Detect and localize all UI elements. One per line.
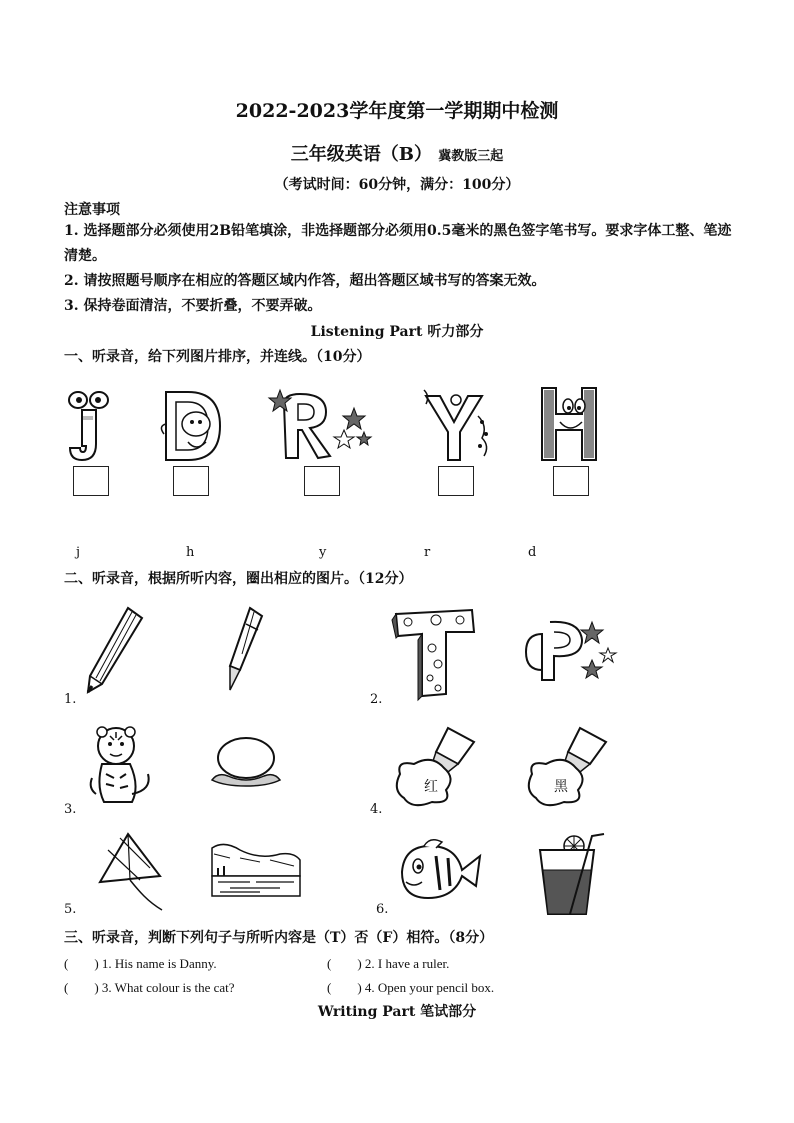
letter-d-picture — [162, 386, 224, 464]
lake-picture[interactable] — [210, 838, 302, 900]
section3-heading: 三、听录音，判断下列句子与所听内容是（T）否（F）相符。（8分） — [64, 930, 494, 946]
order-box-1[interactable] — [73, 466, 109, 496]
letter-option-h[interactable]: h — [186, 545, 195, 560]
pen-picture[interactable] — [216, 604, 268, 696]
tf-question-2: 2. I have a ruler. — [364, 956, 450, 971]
letter-j-picture — [66, 386, 114, 464]
tf-answer-paren-1[interactable]: ( ) — [64, 956, 99, 971]
page-subtitle — [0, 140, 794, 166]
page-title: 2022-2023学年度第一学期期中检测 — [235, 100, 559, 122]
tf-item-1 — [64, 953, 217, 972]
tf-answer-paren-4[interactable]: ( ) — [327, 980, 362, 995]
subject-title: 三年级英语（B） — [290, 144, 432, 165]
letter-p-picture[interactable] — [520, 614, 618, 684]
writing-part-heading: Writing Part 笔试部分 — [317, 1004, 477, 1020]
letter-option-j[interactable]: j — [76, 545, 81, 560]
notes-heading: 注意事项 — [64, 202, 120, 218]
tf-item-4 — [327, 977, 494, 996]
item-number-5: 5. — [64, 902, 77, 917]
order-box-4[interactable] — [438, 466, 474, 496]
section2-heading: 二、听录音，根据所听内容，圈出相应的图片。（12分） — [64, 571, 413, 587]
letter-r-picture — [270, 386, 374, 464]
pencil-picture[interactable] — [84, 604, 146, 696]
tf-item-2 — [327, 953, 449, 972]
exam-info: （考试时间：60分钟，满分：100分） — [274, 177, 520, 193]
letter-y-picture — [420, 386, 494, 464]
item-number-4: 4. — [370, 802, 383, 817]
paint-tube-red-picture[interactable] — [392, 724, 480, 810]
tf-item-3 — [64, 977, 235, 996]
item-number-6: 6. — [376, 902, 389, 917]
tf-question-3: 3. What colour is the cat? — [101, 980, 235, 995]
paint-label-red: 红 — [424, 779, 438, 795]
letter-h-picture — [538, 384, 602, 464]
letter-option-r[interactable]: r — [424, 545, 431, 560]
note-item-3: 3. 保持卷面清洁，不要折叠，不要弄破。 — [64, 298, 322, 314]
order-box-2[interactable] — [173, 466, 209, 496]
tiger-picture[interactable] — [86, 724, 158, 808]
letter-option-d[interactable]: d — [528, 545, 537, 560]
item-number-1: 1. — [64, 692, 77, 707]
edition-label: 冀教版三起 — [438, 149, 504, 164]
letter-t-picture[interactable] — [392, 604, 478, 700]
letter-option-y[interactable]: y — [319, 545, 327, 560]
tf-answer-paren-3[interactable]: ( ) — [64, 980, 99, 995]
tf-question-1: 1. His name is Danny. — [101, 956, 217, 971]
fish-picture[interactable] — [396, 836, 482, 904]
note-item-2: 2. 请按照题号顺序在相应的答题区域内作答，超出答题区域书写的答案无效。 — [64, 273, 546, 289]
order-box-5[interactable] — [553, 466, 589, 496]
item-number-3: 3. — [64, 802, 77, 817]
juice-picture[interactable] — [532, 830, 608, 918]
order-box-3[interactable] — [304, 466, 340, 496]
listening-part-heading: Listening Part 听力部分 — [310, 324, 484, 340]
paint-label-black: 黑 — [554, 779, 568, 795]
item-number-2: 2. — [370, 692, 383, 707]
paint-tube-black-picture[interactable] — [524, 724, 612, 810]
kite-picture[interactable] — [96, 830, 166, 912]
section1-heading: 一、听录音，给下列图片排序，并连线。（10分） — [64, 349, 371, 365]
tf-question-4: 4. Open your pencil box. — [364, 980, 495, 995]
note-item-1: 1. 选择题部分必须使用2B铅笔填涂，非选择题部分必须用0.5毫米的黑色签字笔书写。要求字体工整、笔迹清楚。 — [64, 223, 732, 264]
tf-answer-paren-2[interactable]: ( ) — [327, 956, 362, 971]
egg-picture[interactable] — [208, 734, 284, 788]
